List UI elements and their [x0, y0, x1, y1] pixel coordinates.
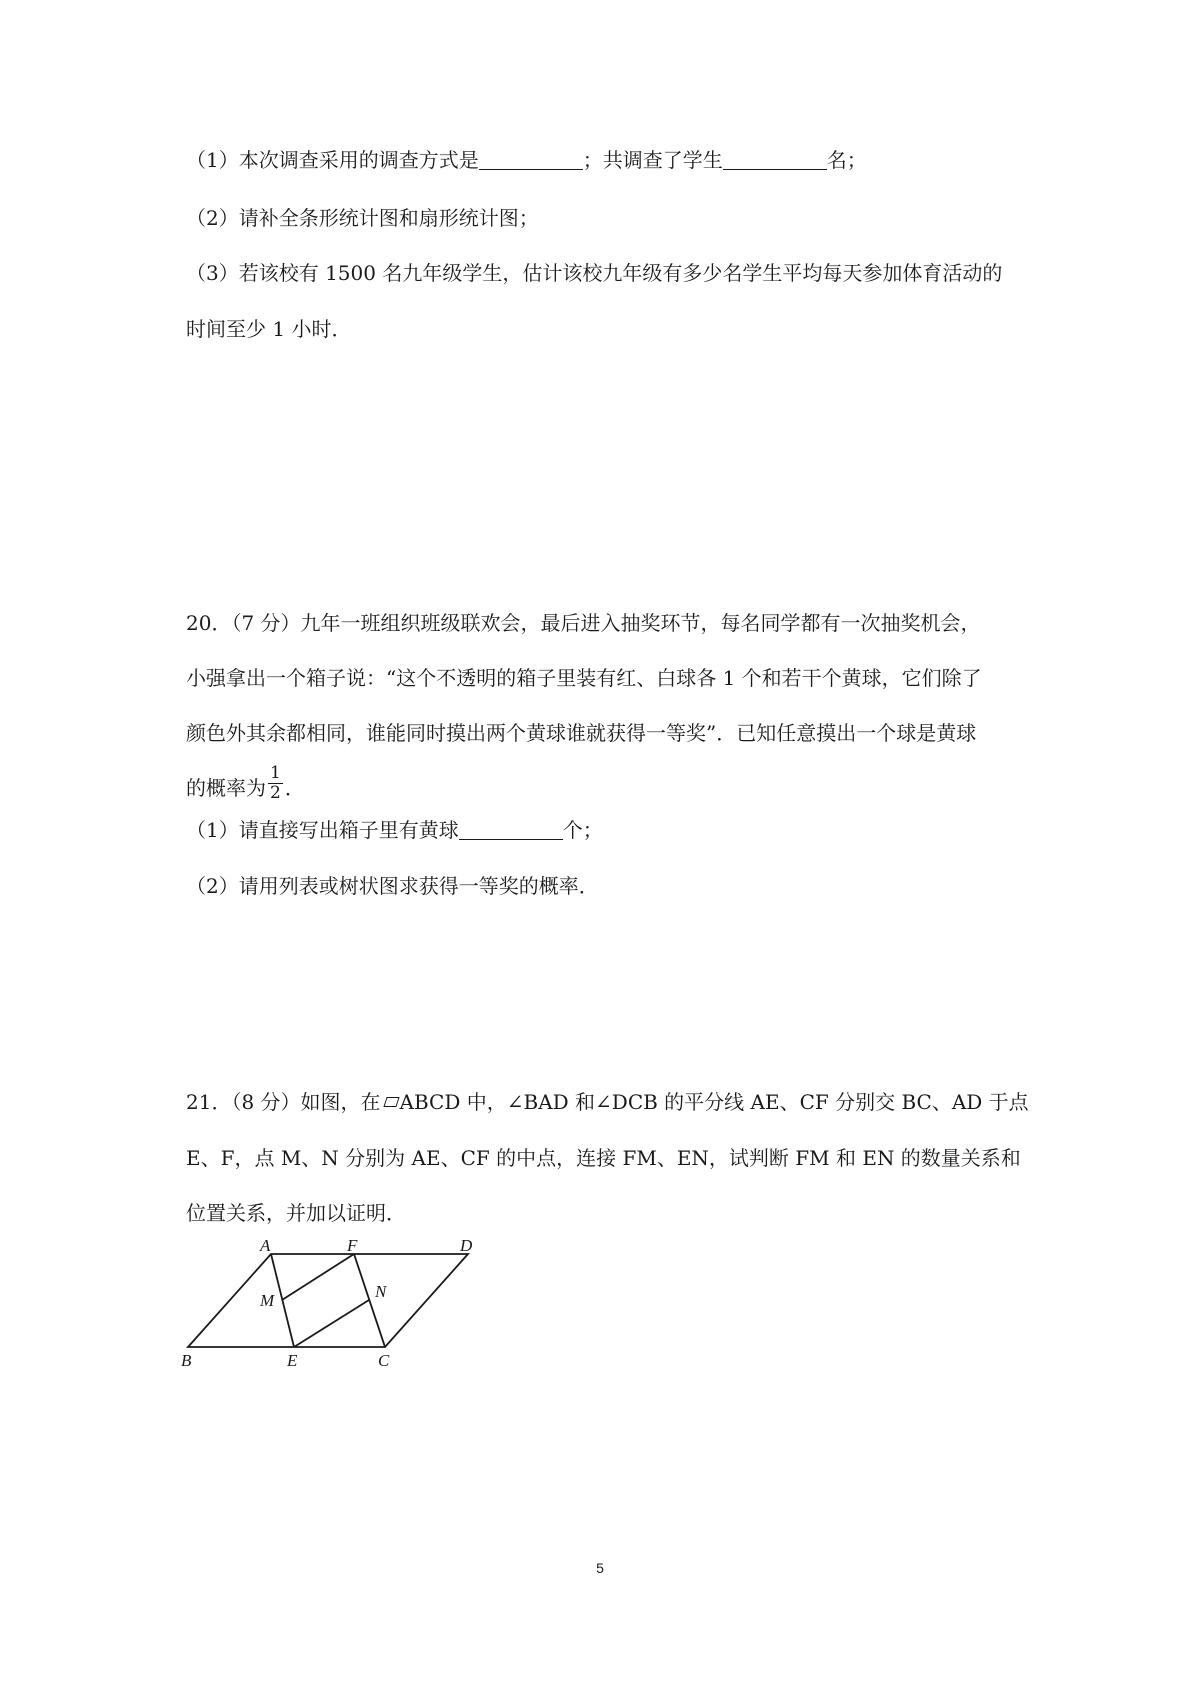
- q19-part2: （2）请补全条形统计图和扇形统计图；: [186, 206, 539, 230]
- q20-part1: [186, 817, 603, 843]
- fraction-numerator: 1: [270, 763, 281, 783]
- label-c: C: [378, 1351, 390, 1370]
- label-f: F: [347, 1236, 358, 1255]
- label-d: D: [460, 1236, 473, 1255]
- segment-fm: [282, 1254, 354, 1300]
- q20-line4-text-b: ．: [284, 776, 305, 800]
- segment-en: [294, 1300, 369, 1347]
- label-m: M: [260, 1291, 275, 1310]
- q20-line3: 颜色外其余都相同，谁能同时摸出两个黄球谁就获得一等奖”．已知任意摸出一个球是黄球: [186, 721, 977, 745]
- parallelogram-figure: [178, 1230, 498, 1370]
- label-e: E: [287, 1351, 298, 1370]
- q21-line3: 位置关系，并加以证明．: [186, 1201, 406, 1225]
- q19-part1-text-c: 名；: [826, 148, 867, 172]
- q19-part3-line1: （3）若该校有 1500 名九年级学生，估计该校九年级有多少名学生平均每天参加体育活动的: [186, 261, 1003, 285]
- q20-line4-text-a: 的概率为: [186, 776, 266, 800]
- q20-line4: [186, 763, 305, 809]
- q19-part3-line2: 时间至少 1 小时．: [186, 317, 352, 341]
- answer-blank-student-count[interactable]: [723, 149, 827, 170]
- q21-line2: E、F，点 M、N 分别为 AE、CF 的中点，连接 FM、EN，试判断 FM 和 EN 的数量关系和: [186, 1146, 1021, 1170]
- q20-line2: 小强拿出一个箱子说：“这个不透明的箱子里装有红、白球各 1 个和若干个黄球，它们除了: [186, 666, 982, 690]
- page-number: 5: [596, 1560, 604, 1576]
- q20-line1: 20．（7 分）九年一班组织班级联欢会，最后进入抽奖环节，每名同学都有一次抽奖机会，: [186, 611, 981, 635]
- q21-line1: [186, 1089, 1029, 1115]
- parallelogram-icon: [383, 1097, 399, 1107]
- q21-line1-text-b: ABCD 中，∠BAD 和∠DCB 的平分线 AE、CF 分别交 BC、AD 于点: [399, 1090, 1029, 1114]
- q19-part1-text-a: （1）本次调查采用的调查方式是: [186, 148, 479, 172]
- q21-line1-text-a: 21．（8 分）如图，在: [186, 1090, 381, 1114]
- q19-part1-text-b: ；共调查了学生: [582, 148, 723, 172]
- parallelogram-abcd: [188, 1254, 468, 1347]
- label-a: A: [260, 1236, 271, 1255]
- answer-blank-survey-method[interactable]: [479, 149, 583, 170]
- q20-part1-text-a: （1）请直接写出箱子里有黄球: [186, 818, 459, 842]
- fraction-denominator: 2: [270, 783, 281, 803]
- answer-blank-yellow-balls[interactable]: [459, 819, 563, 840]
- q20-part2: （2）请用列表或树状图求获得一等奖的概率．: [186, 874, 599, 898]
- label-b: B: [181, 1351, 192, 1370]
- fraction-one-half: [268, 764, 283, 803]
- label-n: N: [375, 1282, 387, 1301]
- q20-part1-text-b: 个；: [562, 818, 603, 842]
- q19-part1: [186, 147, 867, 173]
